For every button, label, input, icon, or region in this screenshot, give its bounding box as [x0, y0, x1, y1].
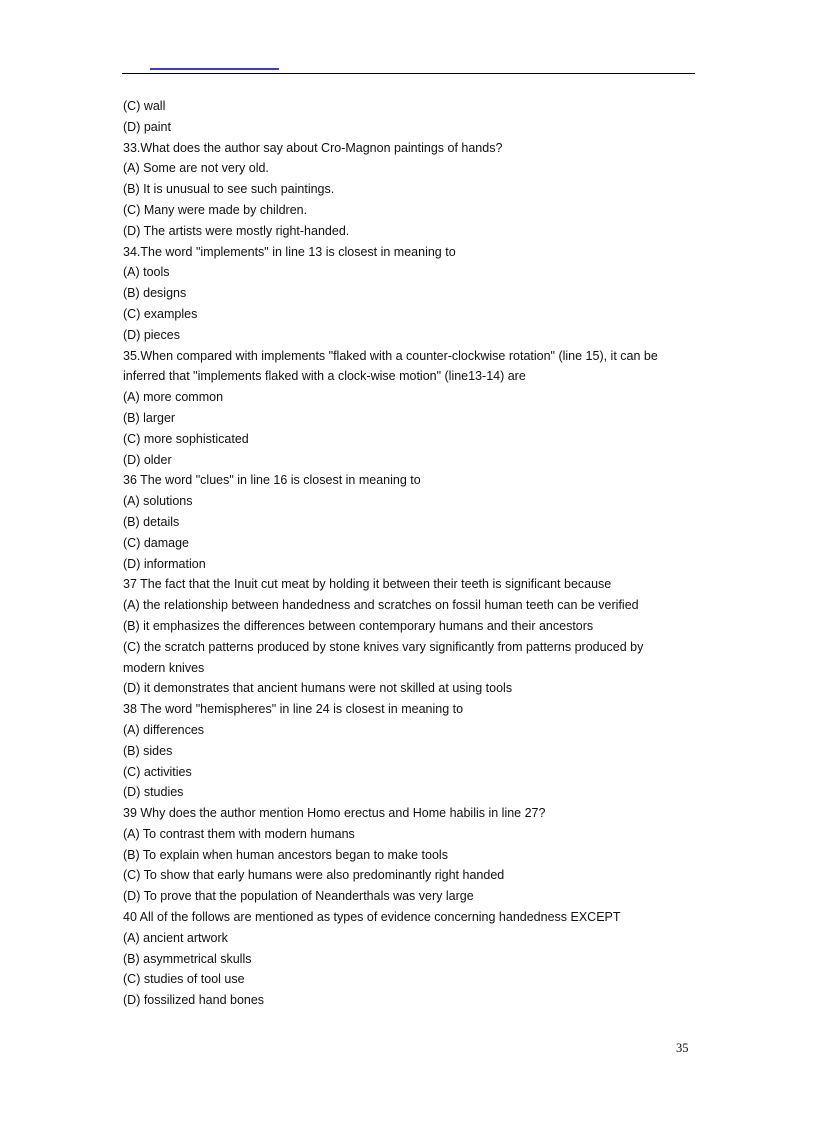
option-line: (D) studies [123, 785, 184, 800]
option-line: (C) more sophisticated [123, 431, 249, 446]
option-line: (C) examples [123, 306, 198, 321]
header-link-underline[interactable] [150, 68, 279, 70]
option-line: (C) studies of tool use [123, 972, 245, 987]
option-line: (A) tools [123, 265, 170, 280]
option-line: (D) it demonstrates that ancient humans were not skilled at using tools [123, 681, 513, 696]
option-line: (D) older [123, 452, 172, 467]
option-line: (A) more common [123, 390, 224, 405]
option-line: (C) To show that early humans were also predominantly right handed [123, 868, 505, 883]
option-line: modern knives [123, 660, 205, 675]
option-line: (C) activities [123, 764, 192, 779]
option-line: (D) To prove that the population of Neanderthals was very large [123, 889, 474, 904]
option-line: (B) details [123, 514, 180, 529]
option-line: (A) solutions [123, 494, 193, 509]
question-line: 36 The word "clues" in line 16 is closest in meaning to [123, 473, 421, 488]
option-line: (D) pieces [123, 327, 180, 342]
header-rule [122, 73, 695, 74]
option-line: (C) the scratch patterns produced by stone knives vary significantly from patterns produced by [123, 639, 644, 654]
option-line: (A) Some are not very old. [123, 161, 269, 176]
option-line: (A) To contrast them with modern humans [123, 826, 355, 841]
option-line: (B) To explain when human ancestors began to make tools [123, 847, 448, 862]
question-line: 40 All of the follows are mentioned as types of evidence concerning handedness EXCEPT [123, 910, 621, 925]
option-line: (C) Many were made by children. [123, 202, 308, 217]
option-line: (B) designs [123, 286, 187, 301]
option-line: (A) the relationship between handedness and scratches on fossil human teeth can be verified [123, 598, 639, 613]
option-line: (B) It is unusual to see such paintings. [123, 182, 335, 197]
option-line: (D) fossilized hand bones [123, 993, 265, 1008]
question-line: 35.When compared with implements "flaked with a counter-clockwise rotation" (line 15), it can be [123, 348, 658, 363]
option-line: (B) sides [123, 743, 173, 758]
page-number: 35 [676, 1041, 689, 1055]
option-line: (B) larger [123, 410, 176, 425]
question-line: 34.The word "implements" in line 13 is closest in meaning to [123, 244, 456, 259]
question-content [123, 96, 695, 1011]
option-line: (C) damage [123, 535, 189, 550]
option-line: (A) differences [123, 722, 205, 737]
question-line: 37 The fact that the Inuit cut meat by holding it between their teeth is significant because [123, 577, 612, 592]
option-line: (A) ancient artwork [123, 930, 228, 945]
question-line: 33.What does the author say about Cro-Magnon paintings of hands? [123, 140, 503, 155]
question-line: 39 Why does the author mention Homo erectus and Home habilis in line 27? [123, 806, 546, 821]
question-line: 38 The word "hemispheres" in line 24 is closest in meaning to [123, 702, 464, 717]
option-line: (D) paint [123, 119, 171, 134]
option-line: (D) information [123, 556, 206, 571]
option-line: (C) wall [123, 99, 166, 113]
option-line: (D) The artists were mostly right-handed. [123, 223, 350, 238]
option-line: (B) it emphasizes the differences between contemporary humans and their ancestors [123, 618, 594, 633]
option-line: (B) asymmetrical skulls [123, 951, 252, 966]
question-line: inferred that "implements flaked with a clock-wise motion" (line13-14) are [123, 369, 526, 384]
